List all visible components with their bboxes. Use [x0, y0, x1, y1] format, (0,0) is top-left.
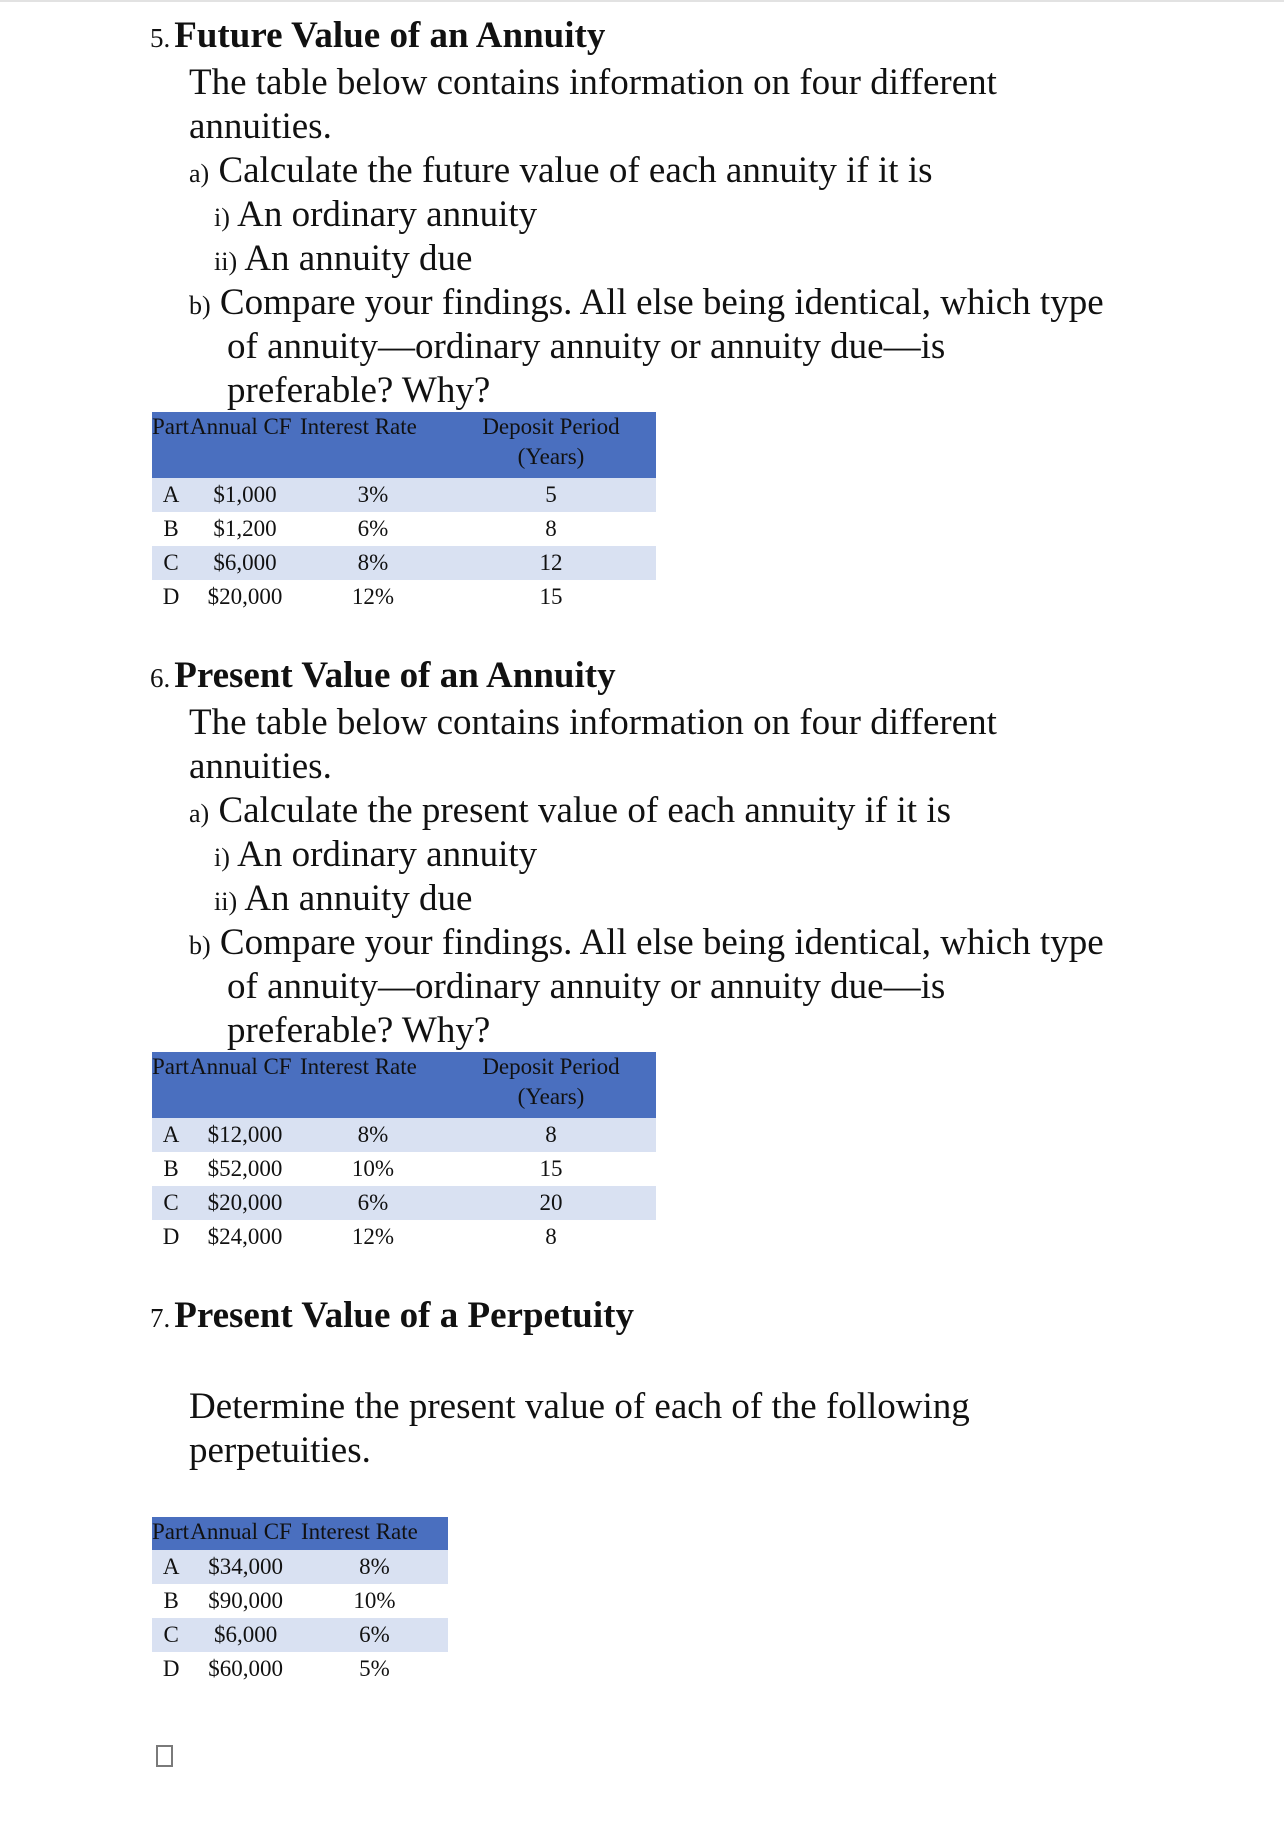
cell-interest-rate: 10%: [300, 1152, 446, 1186]
q7-intro-line2: perpetuities.: [189, 1430, 371, 1471]
q5-i-text: An ordinary annuity: [237, 194, 538, 235]
q5-part-b: [189, 281, 1104, 328]
cell-part: B: [152, 1584, 190, 1618]
cell-part: C: [152, 1618, 190, 1652]
header-interest-rate: Interest Rate: [301, 1517, 448, 1550]
header-deposit-period-line1: Deposit Period: [482, 1054, 620, 1079]
table-row: [152, 512, 656, 546]
cell-annual-cf: $20,000: [190, 580, 300, 614]
cell-deposit-period: 8: [446, 1118, 656, 1152]
q6-b-text2: of annuity—ordinary annuity or annuity due—is: [227, 966, 946, 1007]
cell-part: A: [152, 1118, 190, 1152]
header-deposit-period-line2: (Years): [517, 444, 585, 469]
cell-annual-cf: $1,000: [190, 478, 300, 512]
table-row: [152, 1584, 448, 1618]
cell-interest-rate: 12%: [300, 580, 446, 614]
q6-part-a: [189, 789, 951, 836]
checkbox[interactable]: [156, 1745, 173, 1767]
table-row: [152, 1220, 656, 1254]
cell-deposit-period: 12: [446, 546, 656, 580]
q6-part-a-i: [214, 833, 537, 880]
cell-deposit-period: 5: [446, 478, 656, 512]
q6-part-a-ii: [214, 877, 472, 924]
q5-part-a: [189, 149, 933, 196]
q6-a-text: Calculate the present value of each annuity if it is: [218, 790, 951, 831]
cell-annual-cf: $20,000: [190, 1186, 300, 1220]
q5-part-a-ii: [214, 237, 472, 284]
cell-annual-cf: $6,000: [190, 546, 300, 580]
q7-intro-line1: Determine the present value of each of the following: [189, 1386, 970, 1427]
table-row: [152, 546, 656, 580]
cell-annual-cf: $24,000: [190, 1220, 300, 1254]
q5-ii-text: An annuity due: [244, 238, 473, 279]
q6-title: Present Value of an Annuity: [174, 655, 616, 696]
q5-b-text3: preferable? Why?: [227, 370, 491, 411]
header-interest-rate: Interest Rate: [300, 1052, 446, 1118]
q5-i-marker: i): [214, 203, 230, 232]
cell-interest-rate: 6%: [300, 1186, 446, 1220]
q6-i-marker: i): [214, 843, 230, 872]
q6-intro-line2: annuities.: [189, 746, 332, 787]
q6-part-b: [189, 921, 1104, 968]
cell-deposit-period: 8: [446, 512, 656, 546]
table-row: [152, 1152, 656, 1186]
table-row: [152, 1618, 448, 1652]
header-deposit-period: [446, 1052, 656, 1118]
cell-annual-cf: $52,000: [190, 1152, 300, 1186]
q7-number: 7.: [150, 1303, 171, 1333]
cell-annual-cf: $34,000: [190, 1550, 301, 1584]
header-annual-cf: Annual CF: [190, 412, 300, 478]
top-rule: [0, 0, 1284, 2]
cell-interest-rate: 8%: [300, 1118, 446, 1152]
q6-b-text1: Compare your findings. All else being identical, which type: [219, 922, 1104, 963]
cell-interest-rate: 3%: [300, 478, 446, 512]
cell-deposit-period: 15: [446, 580, 656, 614]
table-row: [152, 1118, 656, 1152]
q7-title: Present Value of a Perpetuity: [174, 1295, 634, 1336]
cell-part: C: [152, 1186, 190, 1220]
table-row: [152, 1550, 448, 1584]
cell-annual-cf: $6,000: [190, 1618, 301, 1652]
q5-intro-line2: annuities.: [189, 106, 332, 147]
header-deposit-period-line2: (Years): [517, 1084, 585, 1109]
q5-number: 5.: [150, 23, 171, 53]
cell-annual-cf: $1,200: [190, 512, 300, 546]
header-deposit-period-line1: Deposit Period: [482, 414, 620, 439]
cell-interest-rate: 8%: [300, 546, 446, 580]
header-deposit-period: [446, 412, 656, 478]
cell-part: D: [152, 580, 190, 614]
q5-part-a-i: [214, 193, 537, 240]
header-interest-rate: Interest Rate: [300, 412, 446, 478]
q5-title: Future Value of an Annuity: [174, 15, 606, 56]
header-part: Part: [152, 1517, 190, 1550]
q5-a-text: Calculate the future value of each annuity if it is: [218, 150, 933, 191]
cell-part: B: [152, 512, 190, 546]
header-part: Part: [152, 1052, 190, 1118]
cell-annual-cf: $12,000: [190, 1118, 300, 1152]
cell-interest-rate: 8%: [301, 1550, 448, 1584]
table-header-row: [152, 412, 656, 478]
cell-part: D: [152, 1652, 190, 1686]
q6-a-marker: a): [189, 799, 210, 828]
q5-ii-marker: ii): [214, 247, 238, 276]
q7-heading: [150, 1294, 634, 1337]
q6-ii-text: An annuity due: [244, 878, 473, 919]
cell-part: A: [152, 478, 190, 512]
table-header-row: [152, 1052, 656, 1118]
cell-deposit-period: 8: [446, 1220, 656, 1254]
cell-annual-cf: $90,000: [190, 1584, 301, 1618]
cell-part: D: [152, 1220, 190, 1254]
q6-ii-marker: ii): [214, 887, 238, 916]
q5-b-text1: Compare your findings. All else being identical, which type: [219, 282, 1104, 323]
q6-b-marker: b): [189, 931, 211, 960]
q5-b-marker: b): [189, 291, 211, 320]
header-annual-cf: Annual CF: [190, 1052, 300, 1118]
q6-intro-line1: The table below contains information on four different: [189, 702, 997, 743]
cell-part: B: [152, 1152, 190, 1186]
cell-interest-rate: 5%: [301, 1652, 448, 1686]
cell-annual-cf: $60,000: [190, 1652, 301, 1686]
table-header-row: [152, 1517, 448, 1550]
q6-heading: [150, 654, 616, 697]
q6-b-text3: preferable? Why?: [227, 1010, 491, 1051]
cell-interest-rate: 12%: [300, 1220, 446, 1254]
q5-heading: [150, 14, 605, 57]
q5-a-marker: a): [189, 159, 210, 188]
q6-i-text: An ordinary annuity: [237, 834, 538, 875]
cell-interest-rate: 10%: [301, 1584, 448, 1618]
q6-number: 6.: [150, 663, 171, 693]
cell-interest-rate: 6%: [301, 1618, 448, 1652]
q7-perpetuity-table: [152, 1517, 448, 1686]
q5-b-text2: of annuity—ordinary annuity or annuity due—is: [227, 326, 946, 367]
header-annual-cf: Annual CF: [190, 1517, 301, 1550]
cell-deposit-period: 15: [446, 1152, 656, 1186]
header-part: Part: [152, 412, 190, 478]
cell-interest-rate: 6%: [300, 512, 446, 546]
table-row: [152, 478, 656, 512]
table-row: [152, 1186, 656, 1220]
q5-intro-line1: The table below contains information on four different: [189, 62, 997, 103]
q6-annuity-table: [152, 1052, 656, 1254]
cell-part: A: [152, 1550, 190, 1584]
cell-part: C: [152, 546, 190, 580]
table-row: [152, 1652, 448, 1686]
q5-annuity-table: [152, 412, 656, 614]
cell-deposit-period: 20: [446, 1186, 656, 1220]
table-row: [152, 580, 656, 614]
